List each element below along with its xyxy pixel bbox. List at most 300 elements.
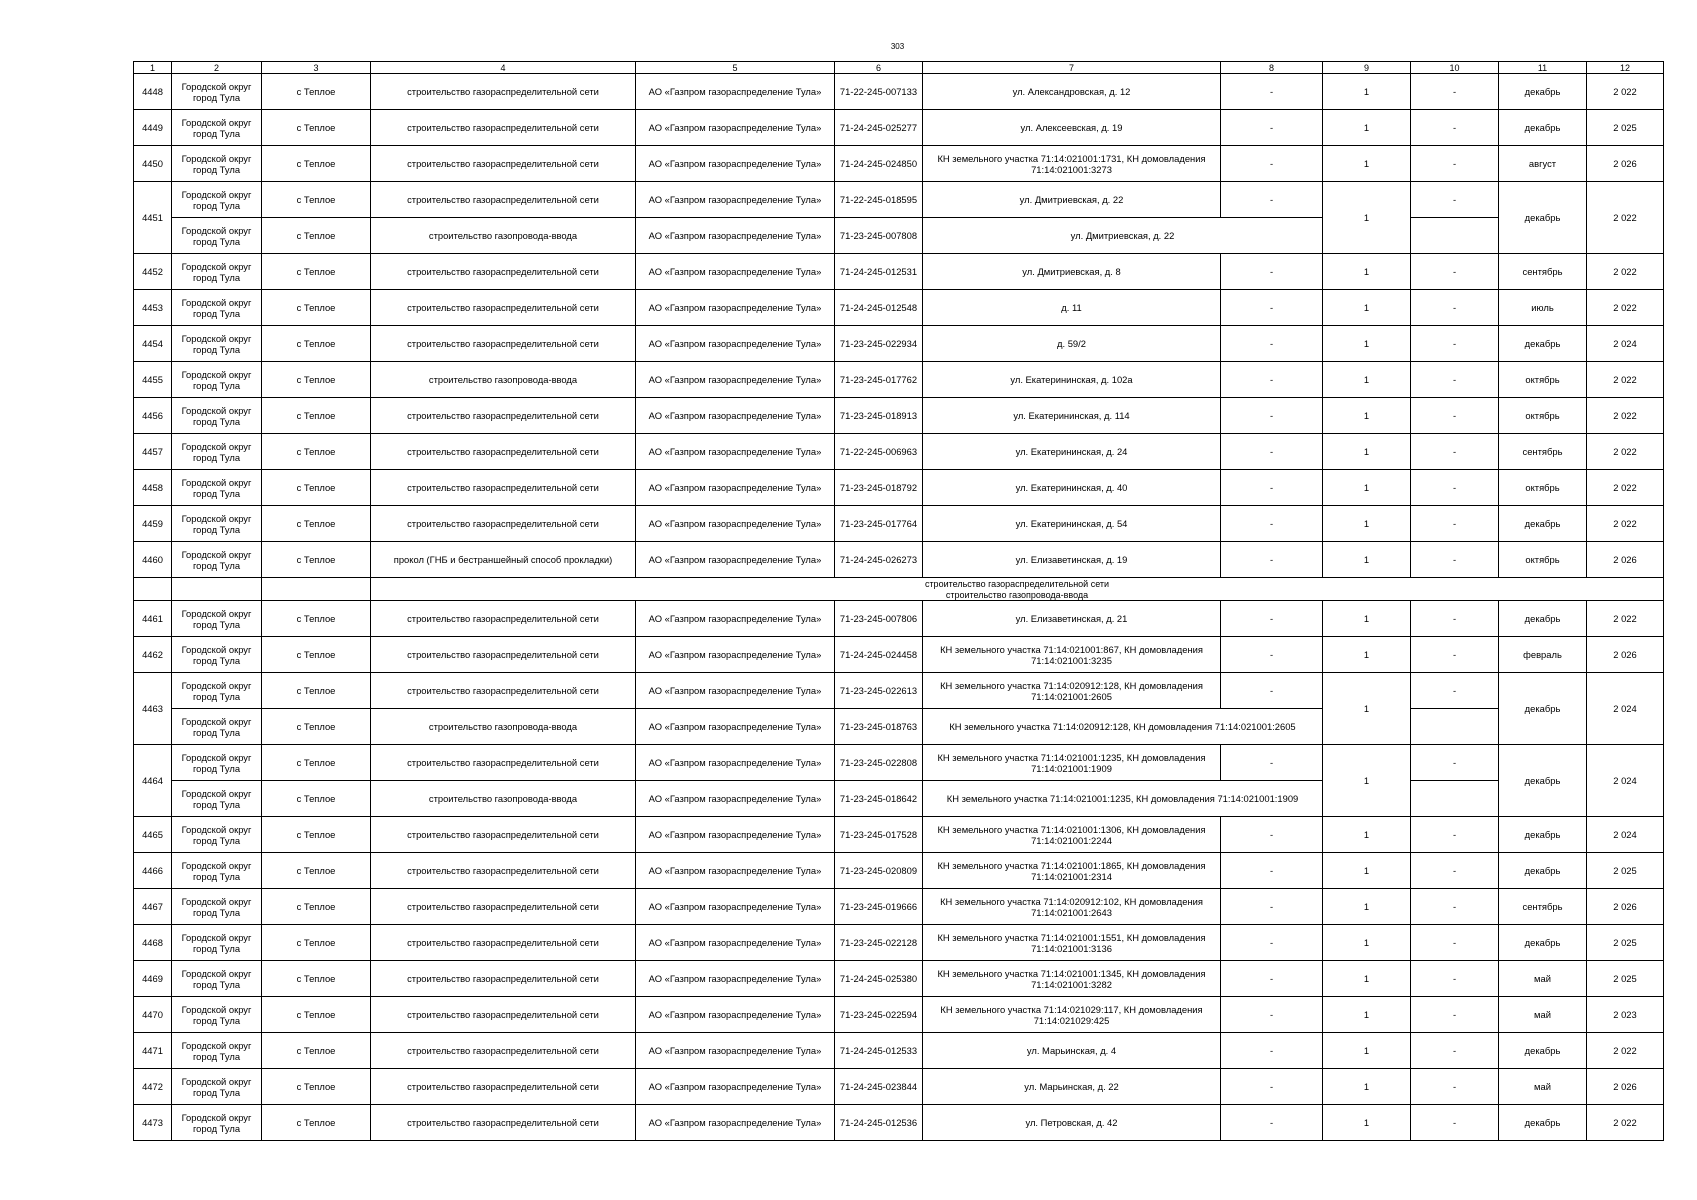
settlement-cell: с Теплое: [262, 817, 371, 853]
organization-cell: АО «Газпром газораспределение Тула»: [636, 1105, 835, 1141]
col10-cell: -: [1411, 745, 1499, 781]
col10-cell: -: [1411, 925, 1499, 961]
work-type-cell: строительство газораспределительной сети: [371, 74, 636, 110]
col8-cell: -: [1221, 470, 1323, 506]
organization-cell: АО «Газпром газораспределение Тула»: [636, 601, 835, 637]
address-cell: д. 59/2: [923, 326, 1221, 362]
row-number: 4451: [134, 182, 172, 254]
work-type-cell: строительство газораспределительной сети: [371, 470, 636, 506]
municipality-cell: Городской округ город Тула: [172, 997, 262, 1033]
month-cell: декабрь: [1499, 745, 1587, 817]
year-cell: 2 022: [1587, 254, 1664, 290]
month-cell: июль: [1499, 290, 1587, 326]
address-cell: ул. Екатерининская, д. 114: [923, 398, 1221, 434]
municipality-cell: Городской округ город Тула: [172, 290, 262, 326]
year-cell: 2 026: [1587, 146, 1664, 182]
municipality-cell: Городской округ город Тула: [172, 925, 262, 961]
organization-cell: АО «Газпром газораспределение Тула»: [636, 146, 835, 182]
application-code-cell: 71-23-245-022934: [835, 326, 923, 362]
month-cell: декабрь: [1499, 925, 1587, 961]
col8-cell: -: [1221, 745, 1323, 781]
count-cell: 1: [1323, 853, 1411, 889]
work-type-cell: строительство газопровода-ввода: [371, 362, 636, 398]
table-row: [134, 709, 1664, 745]
application-code-cell: 71-23-245-022613: [835, 673, 923, 709]
year-cell: 2 022: [1587, 506, 1664, 542]
column-header: 2: [172, 62, 262, 74]
work-type-cell: прокол (ГНБ и бестраншейный способ прокладки): [371, 542, 636, 578]
work-type-cell: строительство газораспределительной сети: [371, 925, 636, 961]
col10-cell: -: [1411, 290, 1499, 326]
work-type-cell: строительство газораспределительной сети: [371, 673, 636, 709]
organization-cell: АО «Газпром газораспределение Тула»: [636, 362, 835, 398]
row-number: 4462: [134, 637, 172, 673]
organization-cell: АО «Газпром газораспределение Тула»: [636, 290, 835, 326]
row-number: 4459: [134, 506, 172, 542]
address-cell: ул. Марьинская, д. 22: [923, 1069, 1221, 1105]
settlement-cell: с Теплое: [262, 542, 371, 578]
work-type-cell: строительство газораспределительной сети: [371, 637, 636, 673]
separator-text: строительство газораспределительной сети: [371, 578, 1664, 590]
organization-cell: АО «Газпром газораспределение Тула»: [636, 542, 835, 578]
column-header: 11: [1499, 62, 1587, 74]
settlement-cell: с Теплое: [262, 601, 371, 637]
organization-cell: АО «Газпром газораспределение Тула»: [636, 218, 835, 254]
count-cell: 1: [1323, 362, 1411, 398]
year-cell: 2 026: [1587, 542, 1664, 578]
work-type-cell: строительство газораспределительной сети: [371, 1069, 636, 1105]
header-row: [134, 62, 1664, 74]
work-type-cell: строительство газораспределительной сети: [371, 398, 636, 434]
col8-cell: -: [1221, 961, 1323, 997]
month-cell: декабрь: [1499, 817, 1587, 853]
application-code-cell: 71-22-245-018595: [835, 182, 923, 218]
application-code-cell: 71-23-245-022594: [835, 997, 923, 1033]
settlement-cell: с Теплое: [262, 326, 371, 362]
work-type-cell: строительство газораспределительной сети: [371, 434, 636, 470]
month-cell: август: [1499, 146, 1587, 182]
municipality-cell: Городской округ город Тула: [172, 961, 262, 997]
year-cell: 2 022: [1587, 470, 1664, 506]
col8-cell: -: [1221, 542, 1323, 578]
month-cell: сентябрь: [1499, 434, 1587, 470]
year-cell: 2 022: [1587, 182, 1664, 254]
address-cell: ул. Елизаветинская, д. 19: [923, 542, 1221, 578]
work-type-cell: строительство газопровода-ввода: [371, 709, 636, 745]
work-type-cell: строительство газораспределительной сети: [371, 601, 636, 637]
address-cell: ул. Алексеевская, д. 19: [923, 110, 1221, 146]
col8-cell: -: [1221, 637, 1323, 673]
year-cell: 2 022: [1587, 1033, 1664, 1069]
application-code-cell: 71-23-245-018763: [835, 709, 923, 745]
organization-cell: АО «Газпром газораспределение Тула»: [636, 637, 835, 673]
year-cell: 2 025: [1587, 110, 1664, 146]
municipality-cell: Городской округ город Тула: [172, 326, 262, 362]
column-header: 8: [1221, 62, 1323, 74]
year-cell: 2 024: [1587, 817, 1664, 853]
work-type-cell: строительство газораспределительной сети: [371, 326, 636, 362]
count-cell: 1: [1323, 506, 1411, 542]
organization-cell: АО «Газпром газораспределение Тула»: [636, 1033, 835, 1069]
separator-cell: [262, 578, 371, 590]
organization-cell: АО «Газпром газораспределение Тула»: [636, 853, 835, 889]
application-code-cell: 71-23-245-022128: [835, 925, 923, 961]
row-number: 4472: [134, 1069, 172, 1105]
col10-cell: -: [1411, 817, 1499, 853]
settlement-cell: с Теплое: [262, 74, 371, 110]
work-type-cell: строительство газораспределительной сети: [371, 961, 636, 997]
municipality-cell: Городской округ город Тула: [172, 853, 262, 889]
col10-cell: -: [1411, 110, 1499, 146]
year-cell: 2 025: [1587, 853, 1664, 889]
address-cell: КН земельного участка 71:14:021001:1731, КН домовладения 71:14:021001:3273: [923, 146, 1221, 182]
address-cell: КН земельного участка 71:14:021029:117, КН домовладения 71:14:021029:425: [923, 997, 1221, 1033]
count-cell: 1: [1323, 817, 1411, 853]
col8-cell: -: [1221, 362, 1323, 398]
table-row: [134, 470, 1664, 506]
month-cell: декабрь: [1499, 110, 1587, 146]
count-cell: 1: [1323, 290, 1411, 326]
settlement-cell: с Теплое: [262, 1033, 371, 1069]
col8-cell: -: [1221, 817, 1323, 853]
month-cell: сентябрь: [1499, 889, 1587, 925]
table-row: [134, 997, 1664, 1033]
settlement-cell: с Теплое: [262, 889, 371, 925]
col10-cell: -: [1411, 362, 1499, 398]
work-type-cell: строительство газораспределительной сети: [371, 110, 636, 146]
month-cell: декабрь: [1499, 182, 1587, 254]
year-cell: 2 023: [1587, 997, 1664, 1033]
column-header: 7: [923, 62, 1221, 74]
row-number: 4456: [134, 398, 172, 434]
organization-cell: АО «Газпром газораспределение Тула»: [636, 673, 835, 709]
year-cell: 2 022: [1587, 434, 1664, 470]
address-cell: ул. Александровская, д. 12: [923, 74, 1221, 110]
col8-cell: -: [1221, 74, 1323, 110]
settlement-cell: с Теплое: [262, 290, 371, 326]
col8-cell: -: [1221, 673, 1323, 709]
address-cell: ул. Екатерининская, д. 102а: [923, 362, 1221, 398]
table-row: [134, 290, 1664, 326]
year-cell: 2 022: [1587, 1105, 1664, 1141]
settlement-cell: с Теплое: [262, 434, 371, 470]
settlement-cell: с Теплое: [262, 673, 371, 709]
table-row: [134, 326, 1664, 362]
row-number: 4457: [134, 434, 172, 470]
settlement-cell: с Теплое: [262, 470, 371, 506]
col10-cell: -: [1411, 470, 1499, 506]
address-cell: ул. Марьинская, д. 4: [923, 1033, 1221, 1069]
table-row: [134, 853, 1664, 889]
settlement-cell: с Теплое: [262, 110, 371, 146]
separator-text: строительство газопровода-ввода: [371, 589, 1664, 601]
settlement-cell: с Теплое: [262, 254, 371, 290]
municipality-cell: Городской округ город Тула: [172, 182, 262, 218]
application-code-cell: 71-23-245-022808: [835, 745, 923, 781]
municipality-cell: Городской округ город Тула: [172, 601, 262, 637]
application-code-cell: 71-24-245-012548: [835, 290, 923, 326]
table-row: [134, 506, 1664, 542]
table-row: [134, 182, 1664, 218]
month-cell: декабрь: [1499, 74, 1587, 110]
column-header: 10: [1411, 62, 1499, 74]
application-code-cell: 71-23-245-020809: [835, 853, 923, 889]
settlement-cell: с Теплое: [262, 745, 371, 781]
col10-cell: -: [1411, 74, 1499, 110]
address-cell: ул. Екатерининская, д. 54: [923, 506, 1221, 542]
address-cell: КН земельного участка 71:14:020912:128, КН домовладения 71:14:021001:2605: [923, 709, 1323, 745]
count-cell: 1: [1323, 925, 1411, 961]
year-cell: 2 022: [1587, 74, 1664, 110]
application-code-cell: 71-24-245-012533: [835, 1033, 923, 1069]
municipality-cell: Городской округ город Тула: [172, 542, 262, 578]
row-number: 4464: [134, 745, 172, 817]
count-cell: 1: [1323, 470, 1411, 506]
table-row: [134, 218, 1664, 254]
organization-cell: АО «Газпром газораспределение Тула»: [636, 110, 835, 146]
municipality-cell: Городской округ город Тула: [172, 506, 262, 542]
col10-cell: -: [1411, 637, 1499, 673]
count-cell: 1: [1323, 1033, 1411, 1069]
settlement-cell: с Теплое: [262, 362, 371, 398]
col8-cell: -: [1221, 254, 1323, 290]
count-cell: 1: [1323, 254, 1411, 290]
application-code-cell: 71-24-245-024458: [835, 637, 923, 673]
address-cell: ул. Дмитриевская, д. 8: [923, 254, 1221, 290]
table-row: [134, 542, 1664, 578]
work-type-cell: строительство газораспределительной сети: [371, 290, 636, 326]
organization-cell: АО «Газпром газораспределение Тула»: [636, 254, 835, 290]
address-cell: ул. Екатерининская, д. 40: [923, 470, 1221, 506]
col8-cell: -: [1221, 1033, 1323, 1069]
separator-cell: [134, 578, 172, 590]
application-code-cell: 71-23-245-007806: [835, 601, 923, 637]
application-code-cell: 71-23-245-019666: [835, 889, 923, 925]
year-cell: 2 025: [1587, 961, 1664, 997]
col8-cell: -: [1221, 1069, 1323, 1105]
month-cell: декабрь: [1499, 1105, 1587, 1141]
municipality-cell: Городской округ город Тула: [172, 146, 262, 182]
col8-cell: -: [1221, 146, 1323, 182]
col10-cell: -: [1411, 542, 1499, 578]
settlement-cell: с Теплое: [262, 637, 371, 673]
organization-cell: АО «Газпром газораспределение Тула»: [636, 997, 835, 1033]
organization-cell: АО «Газпром газораспределение Тула»: [636, 1069, 835, 1105]
municipality-cell: Городской округ город Тула: [172, 709, 262, 745]
municipality-cell: Городской округ город Тула: [172, 470, 262, 506]
address-cell: ул. Петровская, д. 42: [923, 1105, 1221, 1141]
month-cell: февраль: [1499, 637, 1587, 673]
municipality-cell: Городской округ город Тула: [172, 110, 262, 146]
row-number: 4468: [134, 925, 172, 961]
row-number: 4471: [134, 1033, 172, 1069]
separator-cell: [134, 589, 172, 601]
settlement-cell: с Теплое: [262, 961, 371, 997]
address-cell: КН земельного участка 71:14:021001:1306, КН домовладения 71:14:021001:2244: [923, 817, 1221, 853]
address-cell: КН земельного участка 71:14:021001:1551, КН домовладения 71:14:021001:3136: [923, 925, 1221, 961]
table-row: [134, 637, 1664, 673]
table-row: [134, 1105, 1664, 1141]
municipality-cell: Городской округ город Тула: [172, 74, 262, 110]
col10-cell: -: [1411, 961, 1499, 997]
column-header: 12: [1587, 62, 1664, 74]
table-row: [134, 817, 1664, 853]
column-header: 4: [371, 62, 636, 74]
settlement-cell: с Теплое: [262, 398, 371, 434]
organization-cell: АО «Газпром газораспределение Тула»: [636, 889, 835, 925]
application-code-cell: 71-24-245-026273: [835, 542, 923, 578]
count-cell: 1: [1323, 601, 1411, 637]
count-cell: 1: [1323, 74, 1411, 110]
municipality-cell: Городской округ город Тула: [172, 889, 262, 925]
month-cell: декабрь: [1499, 853, 1587, 889]
table-row: [134, 889, 1664, 925]
address-cell: КН земельного участка 71:14:021001:1235, КН домовладения 71:14:021001:1909: [923, 781, 1323, 817]
month-cell: май: [1499, 961, 1587, 997]
column-header: 6: [835, 62, 923, 74]
col10-cell: -: [1411, 889, 1499, 925]
organization-cell: АО «Газпром газораспределение Тула»: [636, 506, 835, 542]
col10-cell: -: [1411, 326, 1499, 362]
address-cell: КН земельного участка 71:14:021001:1345, КН домовладения 71:14:021001:3282: [923, 961, 1221, 997]
col8-cell: -: [1221, 182, 1323, 218]
work-type-cell: строительство газопровода-ввода: [371, 218, 636, 254]
row-number: 4465: [134, 817, 172, 853]
settlement-cell: с Теплое: [262, 709, 371, 745]
row-number: 4452: [134, 254, 172, 290]
municipality-cell: Городской округ город Тула: [172, 1069, 262, 1105]
count-cell: 1: [1323, 110, 1411, 146]
row-number: 4473: [134, 1105, 172, 1141]
settlement-cell: с Теплое: [262, 218, 371, 254]
year-cell: 2 026: [1587, 637, 1664, 673]
count-cell: 1: [1323, 182, 1411, 254]
col8-cell: -: [1221, 506, 1323, 542]
month-cell: октябрь: [1499, 542, 1587, 578]
col8-cell: -: [1221, 889, 1323, 925]
table-row: [134, 434, 1664, 470]
organization-cell: АО «Газпром газораспределение Тула»: [636, 470, 835, 506]
col10-cell: [1411, 218, 1499, 254]
col10-cell: -: [1411, 601, 1499, 637]
col10-cell: -: [1411, 398, 1499, 434]
separator-cell: [172, 578, 262, 590]
year-cell: 2 022: [1587, 398, 1664, 434]
col8-cell: -: [1221, 601, 1323, 637]
settlement-cell: с Теплое: [262, 925, 371, 961]
table-row: [134, 1069, 1664, 1105]
year-cell: 2 022: [1587, 290, 1664, 326]
col10-cell: -: [1411, 146, 1499, 182]
application-code-cell: 71-22-245-007133: [835, 74, 923, 110]
work-type-cell: строительство газораспределительной сети: [371, 745, 636, 781]
count-cell: 1: [1323, 637, 1411, 673]
month-cell: декабрь: [1499, 673, 1587, 745]
application-code-cell: 71-24-245-024850: [835, 146, 923, 182]
address-cell: КН земельного участка 71:14:020912:102, КН домовладения 71:14:021001:2643: [923, 889, 1221, 925]
month-cell: октябрь: [1499, 362, 1587, 398]
settlement-cell: с Теплое: [262, 1105, 371, 1141]
organization-cell: АО «Газпром газораспределение Тула»: [636, 434, 835, 470]
work-type-cell: строительство газораспределительной сети: [371, 1105, 636, 1141]
row-number: 4450: [134, 146, 172, 182]
work-type-cell: строительство газопровода-ввода: [371, 781, 636, 817]
application-code-cell: 71-23-245-017762: [835, 362, 923, 398]
table-row: [134, 781, 1664, 817]
application-code-cell: 71-23-245-007808: [835, 218, 923, 254]
settlement-cell: с Теплое: [262, 506, 371, 542]
table-row: [134, 362, 1664, 398]
address-cell: ул. Дмитриевская, д. 22: [923, 218, 1323, 254]
col10-cell: -: [1411, 673, 1499, 709]
count-cell: 1: [1323, 1105, 1411, 1141]
organization-cell: АО «Газпром газораспределение Тула»: [636, 182, 835, 218]
separator-cell: [262, 589, 371, 601]
col10-cell: -: [1411, 254, 1499, 290]
col10-cell: -: [1411, 997, 1499, 1033]
organization-cell: АО «Газпром газораспределение Тула»: [636, 74, 835, 110]
table-row: [134, 110, 1664, 146]
col8-cell: -: [1221, 326, 1323, 362]
col8-cell: -: [1221, 398, 1323, 434]
count-cell: 1: [1323, 673, 1411, 745]
col10-cell: -: [1411, 506, 1499, 542]
municipality-cell: Городской округ город Тула: [172, 218, 262, 254]
organization-cell: АО «Газпром газораспределение Тула»: [636, 817, 835, 853]
address-cell: КН земельного участка 71:14:020912:128, КН домовладения 71:14:021001:2605: [923, 673, 1221, 709]
count-cell: 1: [1323, 146, 1411, 182]
table-row: [134, 745, 1664, 781]
year-cell: 2 022: [1587, 601, 1664, 637]
municipality-cell: Городской округ город Тула: [172, 817, 262, 853]
address-cell: ул. Елизаветинская, д. 21: [923, 601, 1221, 637]
settlement-cell: с Теплое: [262, 182, 371, 218]
separator-cell: [172, 589, 262, 601]
col8-cell: -: [1221, 110, 1323, 146]
organization-cell: АО «Газпром газораспределение Тула»: [636, 709, 835, 745]
month-cell: май: [1499, 997, 1587, 1033]
application-code-cell: 71-22-245-006963: [835, 434, 923, 470]
address-cell: ул. Екатерининская, д. 24: [923, 434, 1221, 470]
settlement-cell: с Теплое: [262, 1069, 371, 1105]
application-code-cell: 71-23-245-018913: [835, 398, 923, 434]
month-cell: октябрь: [1499, 398, 1587, 434]
settlement-cell: с Теплое: [262, 146, 371, 182]
count-cell: 1: [1323, 398, 1411, 434]
table-row: [134, 601, 1664, 637]
month-cell: декабрь: [1499, 326, 1587, 362]
work-type-cell: строительство газораспределительной сети: [371, 254, 636, 290]
municipality-cell: Городской округ город Тула: [172, 398, 262, 434]
row-number: 4461: [134, 601, 172, 637]
address-cell: д. 11: [923, 290, 1221, 326]
year-cell: 2 026: [1587, 889, 1664, 925]
count-cell: 1: [1323, 961, 1411, 997]
row-number: 4466: [134, 853, 172, 889]
municipality-cell: Городской округ город Тула: [172, 434, 262, 470]
table-row: [134, 961, 1664, 997]
column-header: 5: [636, 62, 835, 74]
table-row: [134, 925, 1664, 961]
application-code-cell: 71-24-245-012536: [835, 1105, 923, 1141]
table-row: [134, 673, 1664, 709]
month-cell: декабрь: [1499, 506, 1587, 542]
column-header: 9: [1323, 62, 1411, 74]
municipality-cell: Городской округ город Тула: [172, 637, 262, 673]
work-type-cell: строительство газораспределительной сети: [371, 853, 636, 889]
application-code-cell: 71-24-245-025277: [835, 110, 923, 146]
count-cell: 1: [1323, 1069, 1411, 1105]
